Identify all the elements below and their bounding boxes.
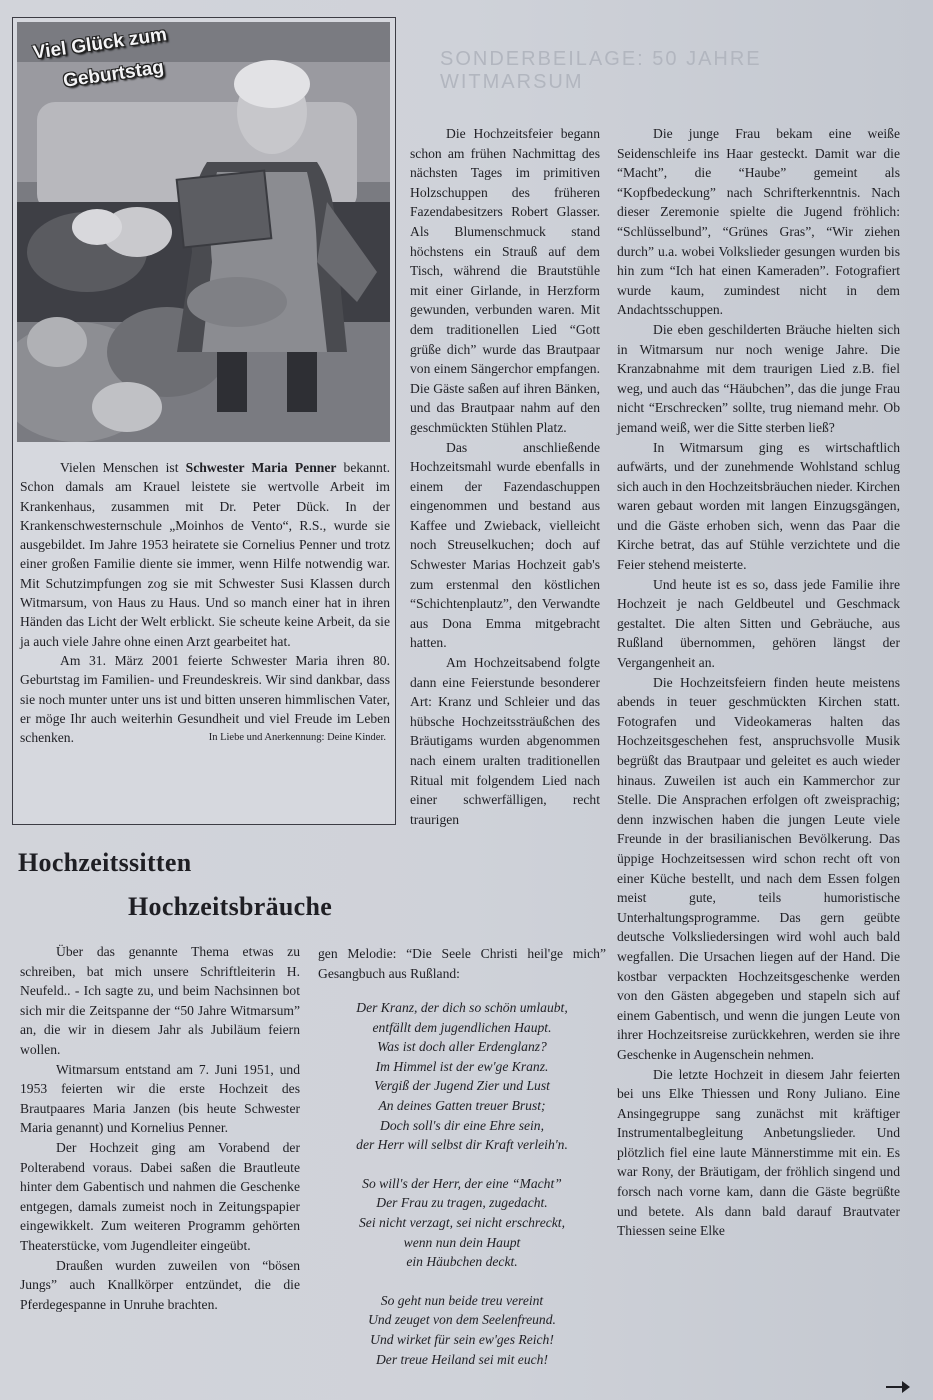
lyric-line: An deines Gatten treuer Brust; bbox=[378, 1097, 546, 1113]
continue-arrow-icon bbox=[886, 1380, 910, 1394]
birthday-text bbox=[20, 458, 390, 748]
stanza-3 bbox=[318, 1291, 606, 1369]
birthday-signature: In Liebe und Anerkennung: Deine Kinder. bbox=[208, 732, 386, 744]
lyric-line: der Herr will selbst dir Kraft verleih'n. bbox=[356, 1137, 568, 1153]
lyric-line: Und zeuget von dem Seelenfreund. bbox=[368, 1312, 556, 1328]
lyric-line: wenn nun dein Haupt bbox=[403, 1234, 521, 1250]
col2-paragraph: Am Hochzeitsabend folgte dann eine Feierstunde besonderer Art: Kranz und Schleier und das hübsche Hochzeitssträußchen des Bräutigams wurden abgenommen nach einem uralten traditionellen Ritual mit folgendem Lied nach einer schwerfälligen, recht traurigen bbox=[410, 655, 600, 827]
melody-line: gen Melodie: “Die Seele Christi heil'ge mich” Gesangbuch aus Rußland: bbox=[318, 946, 606, 981]
lyric-line: Im Himmel ist der ew'ge Kranz. bbox=[375, 1058, 549, 1074]
article-column-3 bbox=[617, 124, 900, 1241]
article-column-2 bbox=[410, 124, 600, 829]
lyric-line: Der Frau zu tragen, zugedacht. bbox=[376, 1195, 548, 1211]
col3-paragraph: In Witmarsum ging es wirtschaftlich aufwärts, und der zunehmende Wohlstand schlug sich auch in den Hochzeitsbräuchen nieder. Kirchen waren gebaut worden mit langen Einzugsgängen, und die Gäste erhoben sich, wenn das Paar die Kirche betrat, das auf Stühle verzichtete und die Feier stehend meisterte. bbox=[617, 439, 900, 573]
col1-paragraph: Draußen wurden zuweilen von “bösen Jungs” auch Knallkörper entzündet, die die Pferdegespanne in Unruhe brachten. bbox=[20, 1257, 300, 1312]
lyric-line: Was ist doch aller Erdenglanz? bbox=[377, 1039, 547, 1055]
birthday-photo bbox=[17, 22, 390, 442]
lyric-line: Sei nicht verzagt, sei nicht erschreckt, bbox=[359, 1214, 565, 1230]
birthday-p1-start: Vielen Menschen ist bbox=[60, 460, 186, 475]
lyric-line: entfällt dem jugendlichen Haupt. bbox=[372, 1019, 552, 1035]
lyric-line: Der treue Heiland sei mit euch! bbox=[375, 1351, 548, 1367]
col2-paragraph: Das anschließende Hochzeitsmahl wurde ebenfalls in einem der Fazendaschuppen eingenommen und bestand aus Kaffee und Zwieback, vielleicht noch Streuselkuchen; doch auf Schwester Marias Hochzeit gab's zum erstenmal den köstlichen “Schichtenplautz”, den Verwandte aus Dona Emma mitgebracht hatten. bbox=[410, 439, 600, 651]
col3-paragraph: Die Hochzeitsfeiern finden heute meistens abends in teuer geschmückten Kirchen statt. Fotografen und Videokameras halten das Hochzeitsgeschehen fest, anspruchsvolle Musik begrüßt das Brautpaar und geleitet es auch wieder hinaus. Zuweilen ist auch ein Kammerchor zur Stelle. Die Ansprachen erfolgen oft zweisprachig; denn inzwischen haben die jungen Leute viele Freunde in der brasilianischen Bevölkerung. Das üppige Hochzeitsessen wird schon recht oft von einer Küche bestellt, und nach dem Essen folgen meist gute, teils humoristische Unterhaltungsprogramme. Das gern geübte deutsche Volksliedersingen wird wohl auch bald wegfallen. Die Ursachen liegen auf der Hand. Die kostbar verpackten Hochzeitsgeschenke werden von den Gästen abgegeben und stapeln sich auf einem Gabentisch, und wenn die jungen Leute von ihrer Hochzeitsreise zurückkehren, werden sie ihre Geschenke in Augenschein nehmen. bbox=[617, 674, 900, 1062]
lyric-line: Doch soll's dir eine Ehre sein, bbox=[380, 1117, 544, 1133]
lyric-line: ein Häubchen deckt. bbox=[406, 1254, 518, 1270]
article-title-line-2: Hochzeitsbräuche bbox=[128, 892, 333, 921]
honoree-name: Schwester Maria Penner bbox=[185, 460, 337, 475]
col2-paragraph: Die Hochzeitsfeier begann schon am frühen Nachmittag des nächsten Tages im primitiven Holzschuppen des früheren Fazendabesitzers Robert Glasser. Als Blumenschmuck stand höchstens ein Strauß auf dem Tisch, während die Brautstühle mit einer Girlande, in Herzform gewunden, verbunden waren. Mit dem traditionellen Lied “Gott grüße dich” wurde das Brautpaar von einem Sängerchor empfangen. Die Gäste saßen auf ihren Bänken, und das Brautpaar nahm auf den geschmückten Stühlen Platz. bbox=[410, 126, 600, 435]
banner-line-2: Geburtstag bbox=[61, 56, 166, 92]
lyric-line: Vergiß der Jugend Zier und Lust bbox=[374, 1078, 550, 1094]
stanza-1 bbox=[318, 998, 606, 1155]
col1-paragraph: Der Hochzeit ging am Vorabend der Polterabend voraus. Dabei saßen die Brautleute hinter dem Gabentisch und nahmen die Geschenke entgegen, damals zumeist noch in Zeitungspapier eingewikkelt. Zum weiteren Programm gehörten Theaterstücke, vom Jugendleiter eingeübt. bbox=[20, 1139, 300, 1253]
stanza-2 bbox=[318, 1174, 606, 1272]
article-column-1 bbox=[20, 942, 300, 1314]
col3-paragraph: Und heute ist es so, dass jede Familie ihre Hochzeit je nach Geldbeutel und Geschmack gestaltet. Die alten Sitten und Gebräuche, aus Rußland übernommen, gehören längst der Vergangenheit an. bbox=[617, 576, 900, 671]
lyric-line: So will's der Herr, der eine “Macht” bbox=[362, 1175, 562, 1191]
article-title-line-1: Hochzeitssitten bbox=[18, 848, 192, 877]
song-lyrics bbox=[318, 998, 606, 1388]
lyric-line: Und wirket für sein ew'ges Reich! bbox=[370, 1331, 554, 1347]
col3-paragraph: Die letzte Hochzeit in diesem Jahr feierten bei uns Elke Thiessen und Rony Juliano. Eine Ansingegruppe sang zunächst mit kräftiger Instrumentalbegleitung Anbetungslieder. Und plötzlich fiel eine laute Männerstimme mit ein. Es war Rony, der Bräutigam, der fröhlich singend und forsch nach vorne kam, dann die Gäste begrüßte und betete. Als dann bald darauf Brautvater Thiessen seine Elke bbox=[617, 1066, 900, 1239]
faded-header: SONDERBEILAGE: 50 JAHRE WITMARSUM bbox=[440, 48, 762, 88]
col3-paragraph: Die eben geschilderten Bräuche hielten sich in Witmarsum nur noch wenige Jahre. Die Kranzabnahme mit dem traurigen Lied z.B. fiel weg, und auch das “Häubchen”, das die junge Frau nicht “Erschrecken” sollte, trug niemand mehr. Ob jemand weiß, wer die Sitte sterben ließ? bbox=[617, 321, 900, 435]
col1-paragraph: Über das genannte Thema etwas zu schreiben, bat mich unsere Schriftleiterin H. Neufeld.. - Ich sagte zu, und beim Nachsinnen bot sich mir die Zeitspanne der “50 Jahre Witmarsum” an, die wir in diesem Jahr als Jubiläum feiern wollen. bbox=[20, 944, 300, 1057]
col1-paragraph: Witmarsum entstand am 7. Juni 1951, und 1953 feierten wir die erste Hochzeit des Brautpaares Maria Janzen (bis heute Schwester Maria genannt) und Kornelius Penner. bbox=[20, 1061, 300, 1136]
birthday-paragraph-2: Am 31. März 2001 feierte Schwester Maria ihren 80. Geburtstag im Familien- und Freundeskreis. Wir sind dankbar, dass sie noch munter unter uns ist und bitten unseren himmlischen Vater, er möge Ihr auch weiterhin Gesundheit und viel Freude im Leben schenken. bbox=[20, 652, 390, 746]
birthday-notice bbox=[12, 17, 396, 825]
birthday-p1-end: bekannt. Schon damals am Krauel leistete sie wertvolle Arbeit im Krankenhaus, zusammen mit Dr. Peter Dück. In der Krankenschwesternschule „Moinhos de Vento“, R.S., wurde sie ausgebildet. Im Jahre 1953 heiratete sie Cornelius Penner und trotz einer großen Familie diente sie immer, wenn Hilfe notwendig war. Mit Schutzimpfungen zog sie mit Schwester Susi Klassen durch Witmarsum, von Haus zu Haus. Und so manch einer hat in ihren Händen das Licht der Welt erblickt. Sie scheute keine Arbeit, da sie ja auch viele Jahre ohne einen Arzt gearbeitet hat. bbox=[20, 460, 390, 649]
lyric-line: So geht nun beide treu vereint bbox=[380, 1292, 544, 1308]
banner-line-1: Viel Glück zum bbox=[31, 24, 169, 64]
col3-paragraph: Die junge Frau bekam eine weiße Seidenschleife ins Haar gesteckt. Damit war die “Macht”, die “Haube” gemeint als “Kopfbedeckung” nach Schrifterkenntnis. Nach dieser Zeremonie spielte die Jugend fröhlich: “Schlüsselbund”, “Grünes Gras”, “Wir ziehen durch” u.a. wobei Volkslieder gesungen wurden bis hin zum “Ich hat einen Kameraden”. Fotografiert wurde kaum, zumindest nicht in dem Andachtsschuppen. bbox=[617, 126, 900, 318]
lyric-line: Der Kranz, der dich so schön umlaubt, bbox=[356, 1000, 568, 1015]
birthday-paragraph-1 bbox=[20, 458, 390, 651]
